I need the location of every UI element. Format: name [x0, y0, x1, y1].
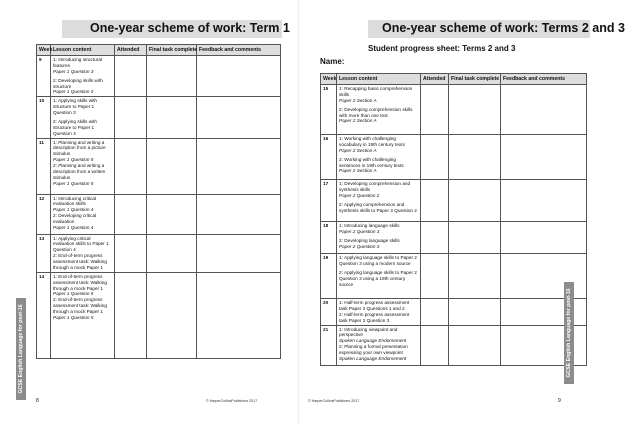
lesson-text: 2: Half-term progress assessment task Paper 2 Question 3	[339, 311, 410, 323]
week-number: 10	[37, 97, 51, 138]
lesson-text: 1: Introducing viewpoint and perspective	[339, 326, 398, 338]
attended-cell[interactable]	[421, 222, 449, 254]
lesson-text: 1: Introducing critical evaluation skills	[53, 195, 96, 207]
lesson-reference: Paper 1 Question 5	[53, 314, 94, 320]
feedback-cell[interactable]	[197, 194, 281, 234]
copyright-notice: © HarperCollinsPublishers 2017	[308, 399, 360, 403]
col-header-feedback: Feedback and comments	[197, 45, 281, 56]
final-task-cell[interactable]	[147, 194, 197, 234]
lesson-content-cell	[337, 222, 421, 254]
attended-cell[interactable]	[421, 254, 449, 299]
name-label: Name:	[320, 57, 345, 66]
progress-table	[320, 73, 587, 366]
attended-cell[interactable]	[421, 85, 449, 135]
table-row	[321, 85, 587, 135]
lesson-reference: Paper 1 Question 5	[53, 180, 94, 186]
table-row	[321, 180, 587, 222]
lesson-text: 1: Working with challenging vocabulary in 19th century texts	[339, 136, 405, 147]
lesson-content-cell	[51, 138, 115, 194]
feedback-cell[interactable]	[197, 56, 281, 97]
lesson-reference: Paper 2 Section A	[339, 168, 377, 174]
table-row	[321, 254, 587, 299]
lesson-text: 1: Applying critical evaluation skills to Paper 1 Question 4	[53, 235, 109, 253]
page-number: 8	[36, 398, 39, 404]
lesson-content-cell	[337, 254, 421, 299]
side-tab-label: GCSE English Language for post-16	[566, 288, 572, 378]
week-number: 18	[321, 222, 337, 254]
final-task-cell[interactable]	[449, 254, 501, 299]
lesson-content-cell	[51, 194, 115, 234]
final-task-cell[interactable]	[449, 180, 501, 222]
lesson-text: 1: Developing comprehension and synthesis skills	[339, 181, 411, 192]
sheet-subtitle: Student progress sheet: Terms 2 and 3	[368, 44, 516, 53]
right-page	[300, 0, 625, 424]
week-number: 16	[321, 135, 337, 180]
lesson-content-cell	[337, 299, 421, 326]
final-task-cell[interactable]	[449, 85, 501, 135]
lesson-content-cell	[337, 135, 421, 180]
lesson-reference: Spoken Language Endorsement	[339, 338, 407, 344]
week-number: 14	[37, 272, 51, 358]
lesson-text: 1: End-of-term progress assessment task: Walking through a mock Paper 1	[53, 273, 108, 291]
page-title: One-year scheme of work: Terms 2 and 3	[382, 21, 625, 35]
final-task-cell[interactable]	[147, 234, 197, 272]
col-header-attended: Attended	[115, 45, 147, 56]
lesson-content-cell	[337, 325, 421, 365]
table-row	[37, 97, 281, 138]
final-task-cell[interactable]	[147, 272, 197, 358]
table-row	[37, 138, 281, 194]
table-header-row	[321, 74, 587, 85]
week-number: 21	[321, 325, 337, 365]
attended-cell[interactable]	[421, 135, 449, 180]
feedback-cell[interactable]	[501, 222, 587, 254]
lesson-text: 2: Applying skills with structure to Paper 1 Question 3	[53, 118, 98, 136]
week-number: 13	[37, 234, 51, 272]
lesson-reference: Paper 1 Question 3	[53, 68, 94, 74]
feedback-cell[interactable]	[197, 272, 281, 358]
lesson-reference: Paper 1 Question 5	[53, 291, 94, 297]
page-number: 9	[558, 398, 561, 404]
lesson-text: 1: Introducing structural features	[53, 57, 102, 68]
col-header-attended: Attended	[421, 74, 449, 85]
lesson-text: 1: Half-term progress assessment task Paper 2 Questions 1 and 2	[339, 300, 410, 311]
final-task-cell[interactable]	[147, 56, 197, 97]
final-task-cell[interactable]	[147, 97, 197, 138]
col-header-lesson: Lesson content	[337, 74, 421, 85]
table-row	[37, 56, 281, 97]
lesson-text: 1: Applying language skills to Paper 2 Question 3 using a modern source	[339, 255, 417, 266]
lesson-reference: Paper 1 Question 4	[53, 224, 94, 230]
lesson-reference: Paper 1 Question 5	[53, 157, 94, 163]
table-row	[321, 135, 587, 180]
lesson-reference: Paper 2 Question 3	[339, 243, 380, 249]
lesson-text: 2: Applying language skills to Paper 2 Question 3 using a 19th century source	[339, 269, 417, 287]
table-row	[37, 234, 281, 272]
lesson-content-cell	[51, 234, 115, 272]
col-header-lesson: Lesson content	[51, 45, 115, 56]
attended-cell[interactable]	[115, 97, 147, 138]
col-header-week: Week	[37, 45, 51, 56]
side-tab	[16, 298, 26, 400]
week-number: 20	[321, 299, 337, 326]
left-page	[0, 0, 300, 424]
col-header-feedback: Feedback and comments	[501, 74, 587, 85]
col-header-final-task: Final task complete	[147, 45, 197, 56]
final-task-cell[interactable]	[449, 222, 501, 254]
col-header-week: Week	[321, 74, 337, 85]
feedback-cell[interactable]	[501, 135, 587, 180]
feedback-cell[interactable]	[501, 180, 587, 222]
page-title-bar	[368, 20, 625, 38]
lesson-reference: Paper 2 Question 2	[339, 192, 380, 198]
lesson-text: 2: Developing comprehension skills with more than one text	[339, 106, 413, 118]
attended-cell[interactable]	[115, 272, 147, 358]
week-number: 11	[37, 138, 51, 194]
week-number: 19	[321, 254, 337, 299]
lesson-content-cell	[51, 56, 115, 97]
lesson-reference: Paper 2 Question 3	[339, 228, 380, 234]
attended-cell[interactable]	[421, 325, 449, 365]
attended-cell[interactable]	[421, 299, 449, 326]
feedback-cell[interactable]	[501, 85, 587, 135]
week-number: 9	[37, 56, 51, 97]
page-title-bar	[62, 20, 290, 38]
attended-cell[interactable]	[421, 180, 449, 222]
lesson-reference: Paper 2 Section A	[339, 97, 377, 103]
table-header-row	[37, 45, 281, 56]
lesson-text: 1: Applying skills with structure to Paper 1 Question 3	[53, 98, 98, 115]
lesson-text: 2: Planning a formal presentation expressing your own viewpoint	[339, 344, 408, 355]
lesson-reference: Paper 2 Section A	[339, 118, 377, 124]
lesson-text: 1: Planning and writing a description from a picture stimulus	[53, 139, 106, 157]
attended-cell[interactable]	[115, 56, 147, 97]
side-tab-label: GCSE English Language for post-16	[18, 304, 24, 394]
lesson-text: 2: Applying comprehension and synthesis skills to Paper 2 Question 2	[339, 201, 417, 213]
table-row	[321, 222, 587, 254]
side-tab	[564, 282, 574, 384]
lesson-text: 1: Recapping basic comprehension skills	[339, 86, 413, 97]
lesson-text: 2: Planning and writing a description from a written stimulus	[53, 163, 106, 180]
copyright-notice: © HarperCollinsPublishers 2017	[206, 399, 258, 403]
lesson-reference: Paper 1 Question 3	[53, 89, 94, 95]
week-number: 12	[37, 194, 51, 234]
lesson-text: 2: End-of-term progress assessment task: Walking through a mock Paper 1	[53, 253, 108, 270]
table-row	[37, 272, 281, 358]
feedback-cell[interactable]	[197, 97, 281, 138]
table-row	[37, 194, 281, 234]
final-task-cell[interactable]	[449, 325, 501, 365]
lesson-text: 2: End-of-term progress assessment task: Walking through a mock Paper 1	[53, 297, 108, 314]
lesson-reference: Paper 2 Section A	[339, 147, 377, 153]
lesson-text: 2: Developing critical evaluation	[53, 213, 97, 224]
feedback-cell[interactable]	[197, 138, 281, 194]
lesson-text: 2: Developing skills with structure	[53, 77, 103, 89]
lesson-content-cell	[337, 85, 421, 135]
table-row	[321, 299, 587, 326]
week-number: 17	[321, 180, 337, 222]
lesson-text: 1: Introducing language skills	[339, 223, 400, 228]
final-task-cell[interactable]	[449, 299, 501, 326]
scheme-table	[36, 44, 281, 359]
lesson-reference: Spoken Language Endorsement	[339, 355, 407, 361]
col-header-final-task: Final task complete	[449, 74, 501, 85]
attended-cell[interactable]	[115, 194, 147, 234]
attended-cell[interactable]	[115, 234, 147, 272]
page-title: One-year scheme of work: Term 1	[90, 21, 290, 35]
feedback-cell[interactable]	[197, 234, 281, 272]
table-row	[321, 325, 587, 365]
week-number: 15	[321, 85, 337, 135]
lesson-reference: Paper 1 Question 4	[53, 207, 94, 213]
final-task-cell[interactable]	[449, 135, 501, 180]
lesson-text: 2: Working with challenging sentences in 19th century texts	[339, 156, 404, 168]
lesson-content-cell	[337, 180, 421, 222]
lesson-text: 2: Developing language skills	[339, 237, 400, 243]
attended-cell[interactable]	[115, 138, 147, 194]
final-task-cell[interactable]	[147, 138, 197, 194]
lesson-content-cell	[51, 272, 115, 358]
lesson-content-cell	[51, 97, 115, 138]
